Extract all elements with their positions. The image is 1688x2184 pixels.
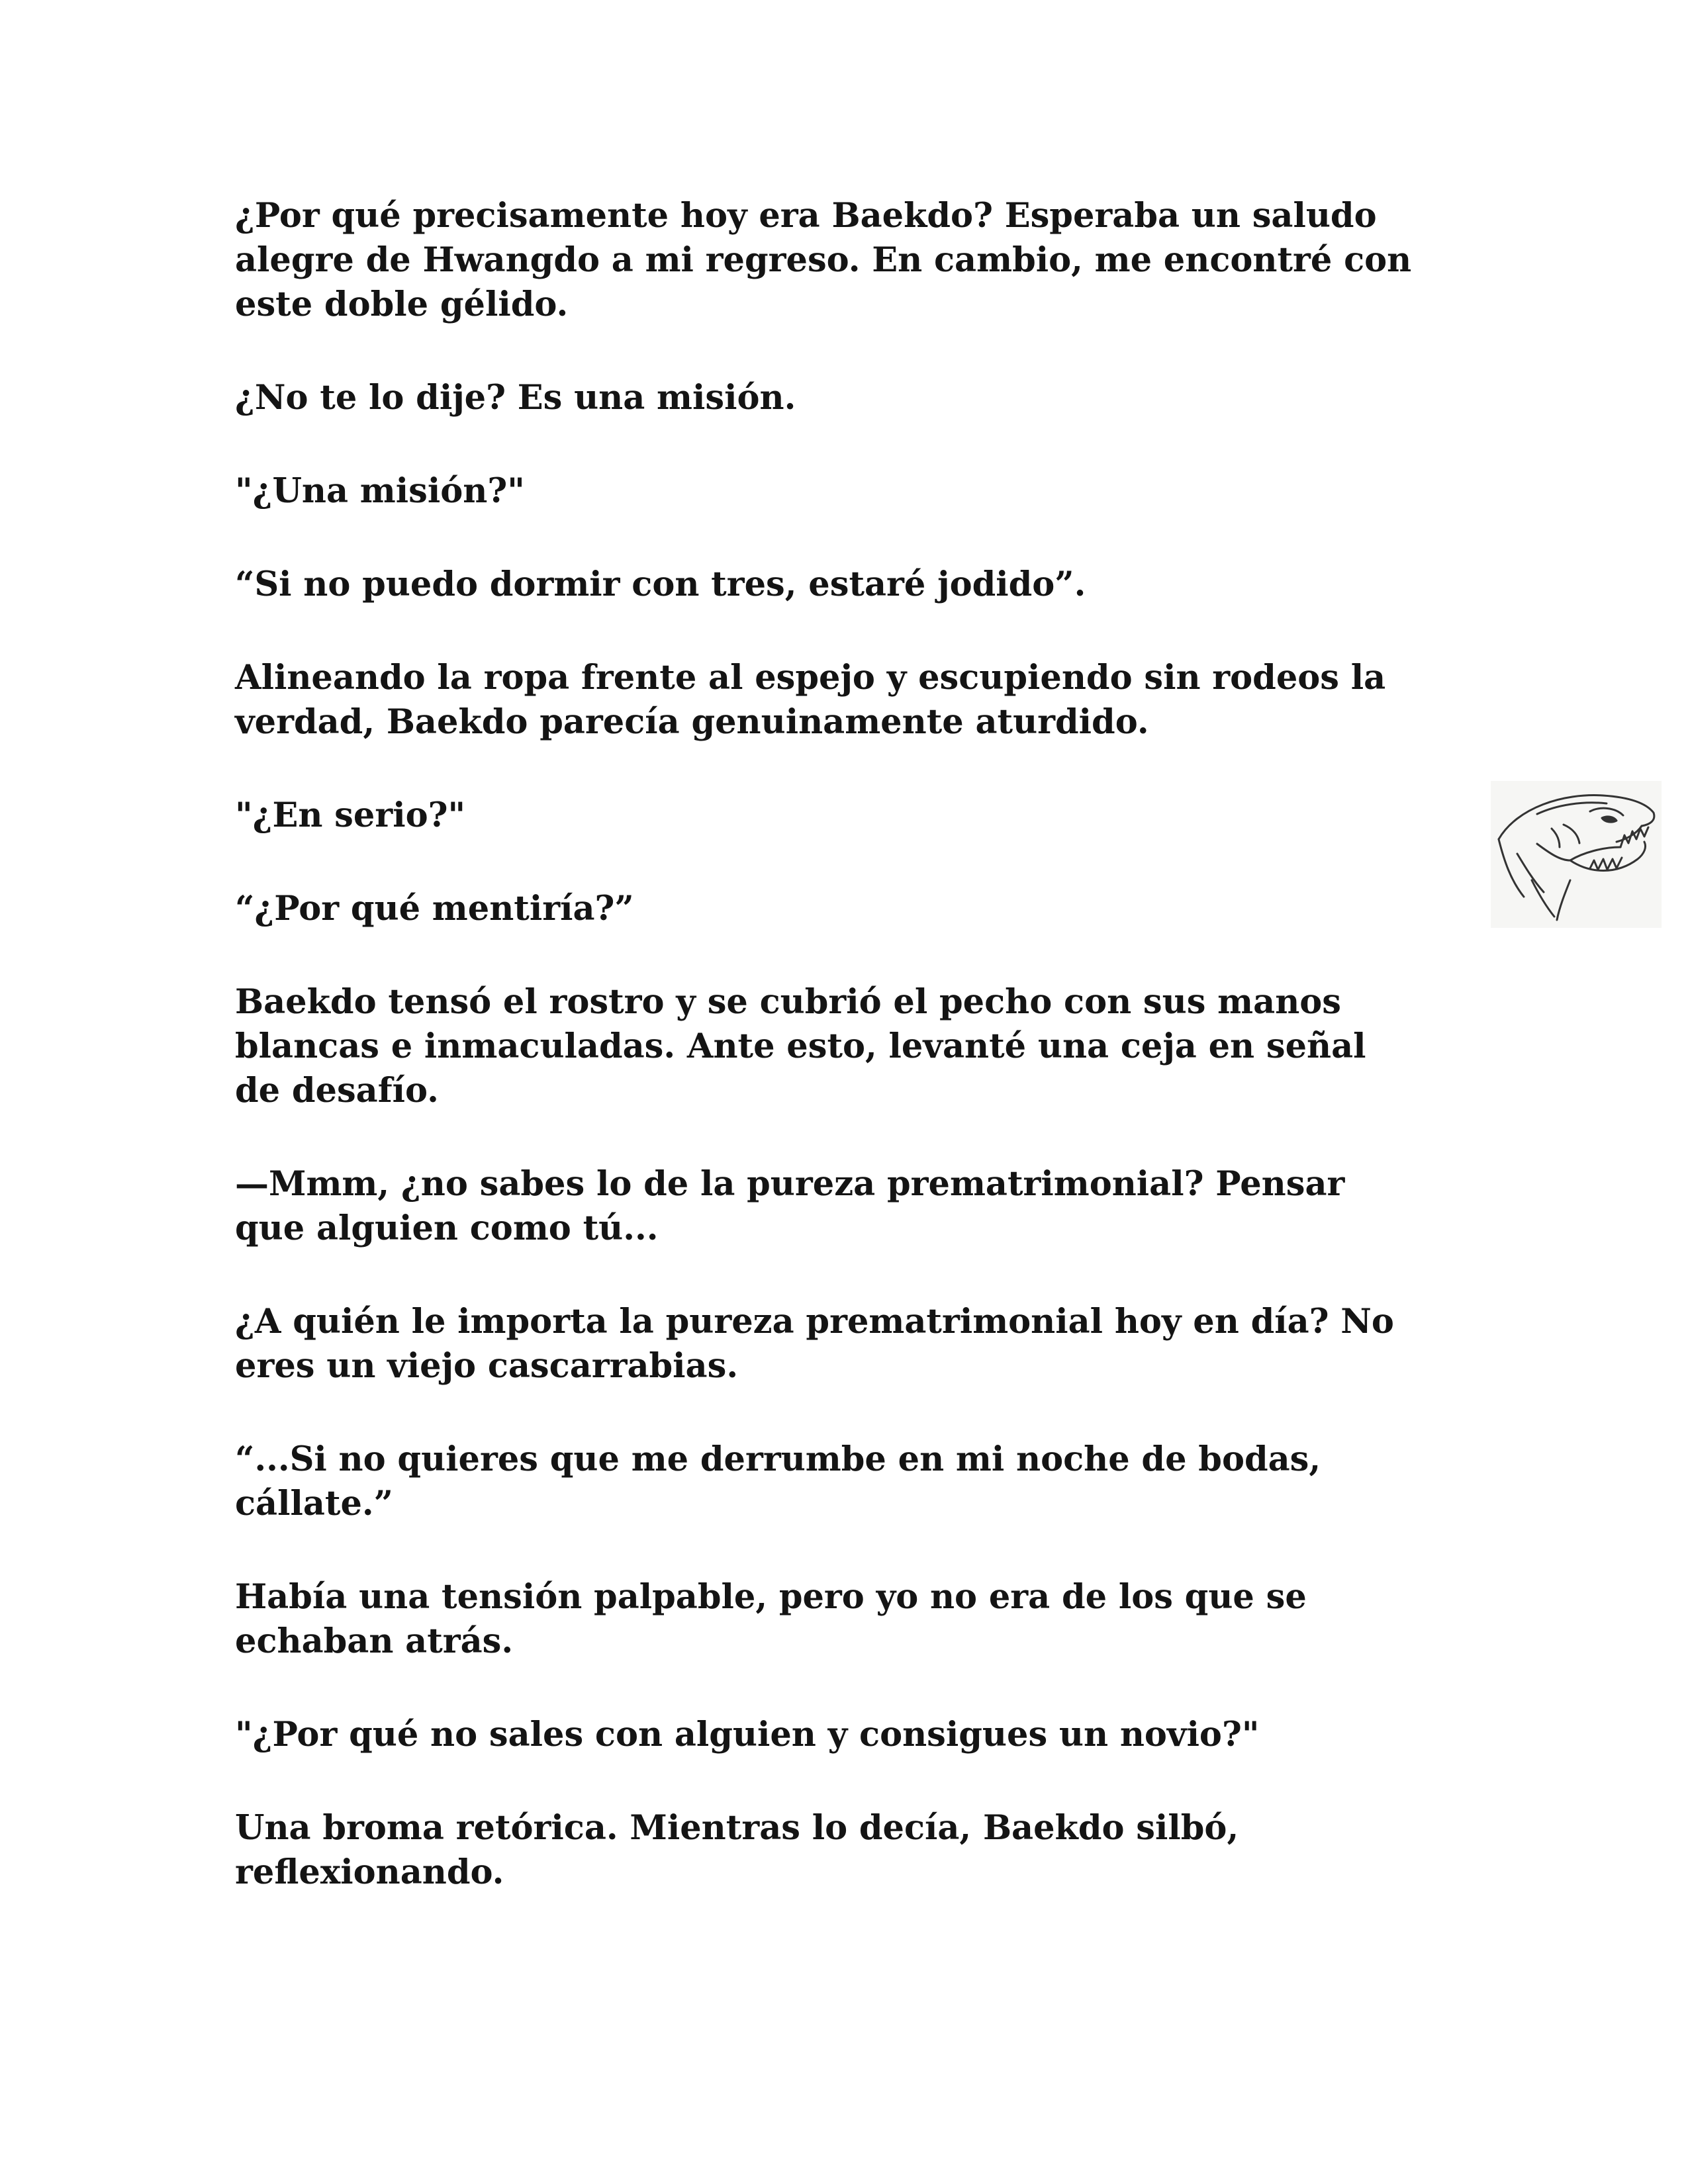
paragraph: ¿A quién le importa la pureza prematrimonial hoy en día? No eres un viejo cascarrabias. — [235, 1302, 1394, 1386]
paragraph: “...Si no quieres que me derrumbe en mi noche de bodas, cállate.” — [235, 1439, 1321, 1524]
paragraph: Alineando la ropa frente al espejo y escupiendo sin rodeos la verdad, Baekdo parecía genuinamente aturdido. — [235, 658, 1386, 742]
paragraph: "¿Una misión?" — [235, 471, 525, 511]
dinosaur-head-sketch-icon — [1491, 781, 1662, 928]
paragraph: “¿Por qué mentiría?” — [235, 889, 634, 929]
paragraph: Baekdo tensó el rostro y se cubrió el pecho con sus manos blancas e inmaculadas. Ante esto, levanté una ceja en señal de desafío. — [235, 982, 1366, 1111]
paragraph: Había una tensión palpable, pero yo no era de los que se echaban atrás. — [235, 1577, 1307, 1661]
document-body — [235, 194, 1466, 1895]
paragraph: ¿No te lo dije? Es una misión. — [235, 378, 796, 418]
paragraph: “Si no puedo dormir con tres, estaré jodido”. — [235, 565, 1086, 604]
paragraph: "¿En serio?" — [235, 796, 466, 835]
paragraph: ¿Por qué precisamente hoy era Baekdo? Esperaba un saludo alegre de Hwangdo a mi regreso. En cambio, me encontré con este doble gélido. — [235, 196, 1412, 324]
paragraph: —Mmm, ¿no sabes lo de la pureza prematrimonial? Pensar que alguien como tú... — [235, 1164, 1345, 1248]
paragraph: "¿Por qué no sales con alguien y consigues un novio?" — [235, 1715, 1260, 1754]
paragraph: Una broma retórica. Mientras lo decía, Baekdo silbó, reflexionando. — [235, 1808, 1239, 1892]
